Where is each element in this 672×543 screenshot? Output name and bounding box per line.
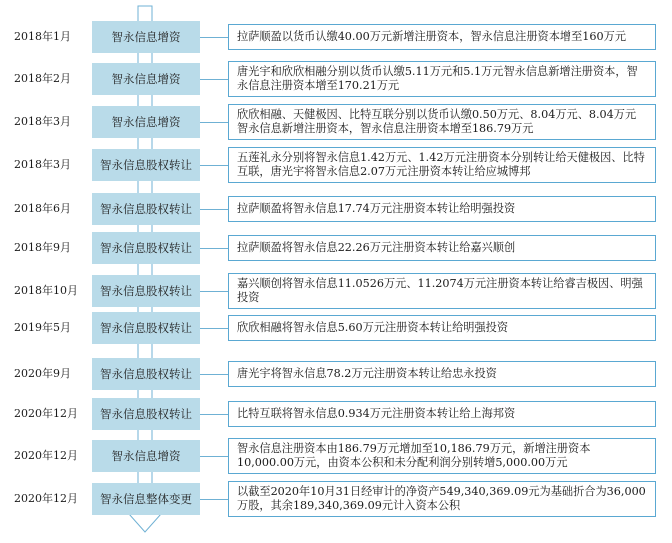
- detail-text: 拉萨顺盈将智永信息17.74万元注册资本转让给明强投资: [237, 202, 516, 215]
- detail-box: [228, 273, 656, 309]
- event-label: 智永信息股权转让: [100, 202, 192, 216]
- detail-box: [228, 104, 656, 140]
- event-label: 智永信息股权转让: [100, 321, 192, 335]
- event-label: 智永信息增资: [111, 115, 181, 129]
- event-label: 智永信息股权转让: [100, 241, 192, 255]
- detail-box: [228, 438, 656, 474]
- event-box: [92, 312, 200, 344]
- event-label: 智永信息股权转让: [100, 407, 192, 421]
- event-label: 智永信息整体变更: [100, 492, 192, 506]
- row-date: 2020年12月: [14, 492, 78, 505]
- detail-box: [228, 401, 656, 427]
- connector-line: [200, 456, 228, 457]
- connector-line: [200, 374, 228, 375]
- row-date: 2018年10月: [14, 284, 78, 297]
- event-label: 智永信息增资: [111, 449, 181, 463]
- event-box: [92, 21, 200, 53]
- row-date: 2020年12月: [14, 407, 78, 420]
- row-date: 2018年1月: [14, 30, 71, 43]
- detail-text: 嘉兴顺创将智永信息11.0526万元、11.2074万元注册资本转让给睿吉极因、明强投资: [237, 277, 643, 304]
- row-date: 2018年2月: [14, 72, 71, 85]
- event-box: [92, 440, 200, 472]
- connector-line: [200, 165, 228, 166]
- row-date: 2020年12月: [14, 449, 78, 462]
- detail-box: [228, 235, 656, 261]
- event-box: [92, 149, 200, 181]
- detail-box: [228, 361, 656, 387]
- row-date: 2018年6月: [14, 202, 71, 215]
- event-box: [92, 232, 200, 264]
- detail-text: 智永信息注册资本由186.79万元增加至10,186.79万元，新增注册资本10,000.00万元，由资本公积和未分配利润分别转增5,000.00万元: [237, 442, 591, 469]
- detail-text: 唐光宇将智永信息78.2万元注册资本转让给忠永投资: [237, 367, 497, 380]
- detail-box: [228, 61, 656, 97]
- detail-text: 欣欣相融、天健极因、比特互联分别以货币认缴0.50万元、8.04万元、8.04万元智永信息新增注册资本，智永信息注册资本增至186.79万元: [237, 108, 637, 135]
- detail-box: [228, 147, 656, 183]
- detail-box: [228, 24, 656, 50]
- detail-box: [228, 481, 656, 517]
- connector-line: [200, 248, 228, 249]
- detail-text: 比特互联将智永信息0.934万元注册资本转让给上海邦资: [237, 407, 516, 420]
- connector-line: [200, 328, 228, 329]
- connector-line: [200, 499, 228, 500]
- detail-text: 拉萨顺盈将智永信息22.26万元注册资本转让给嘉兴顺创: [237, 241, 516, 254]
- event-label: 智永信息增资: [111, 30, 181, 44]
- connector-line: [200, 122, 228, 123]
- connector-line: [200, 291, 228, 292]
- event-label: 智永信息股权转让: [100, 367, 192, 381]
- row-date: 2018年3月: [14, 115, 71, 128]
- event-box: [92, 275, 200, 307]
- event-box: [92, 63, 200, 95]
- detail-text: 拉萨顺盈以货币认缴40.00万元新增注册资本，智永信息注册资本增至160万元: [237, 30, 627, 43]
- row-date: 2018年9月: [14, 241, 71, 254]
- event-box: [92, 483, 200, 515]
- row-date: 2018年3月: [14, 158, 71, 171]
- detail-text: 五莲礼永分别将智永信息1.42万元、1.42万元注册资本分别转让给天健极因、比特互联，唐光宇将智永信息2.07万元注册资本转让给应城博邦: [237, 151, 645, 178]
- detail-box: [228, 196, 656, 222]
- event-label: 智永信息股权转让: [100, 284, 192, 298]
- event-label: 智永信息股权转让: [100, 158, 192, 172]
- connector-line: [200, 37, 228, 38]
- detail-text: 欣欣相融将智永信息5.60万元注册资本转让给明强投资: [237, 321, 509, 334]
- event-box: [92, 358, 200, 390]
- connector-line: [200, 414, 228, 415]
- detail-box: [228, 315, 656, 341]
- event-label: 智永信息增资: [111, 72, 181, 86]
- event-box: [92, 193, 200, 225]
- connector-line: [200, 79, 228, 80]
- detail-text: 以截至2020年10月31日经审计的净资产549,340,369.09元为基础折合为36,000万股，其余189,340,369.09元计入资本公积: [237, 485, 646, 512]
- detail-text: 唐光宇和欣欣相融分别以货币认缴5.11万元和5.1万元智永信息新增注册资本，智永信息注册资本增至170.21万元: [237, 65, 638, 92]
- row-date: 2019年5月: [14, 321, 71, 334]
- event-box: [92, 398, 200, 430]
- connector-line: [200, 209, 228, 210]
- row-date: 2020年9月: [14, 367, 71, 380]
- event-box: [92, 106, 200, 138]
